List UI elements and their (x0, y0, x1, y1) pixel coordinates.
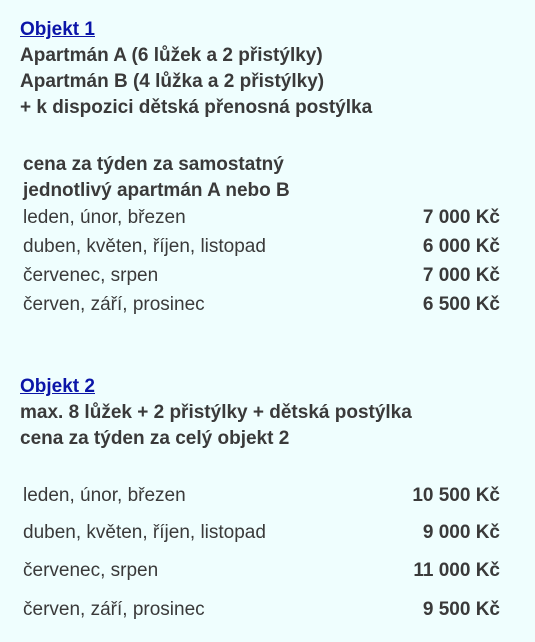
price-period: červen, září, prosinec (23, 599, 205, 620)
objekt-1-price-heading-line-2: jednotlivý apartmán A nebo B (23, 180, 290, 201)
objekt-1-price-row (23, 235, 500, 259)
objekt-1-price-row (23, 293, 500, 317)
objekt-2-price-row (23, 484, 500, 508)
price-period: duben, květen, říjen, listopad (23, 236, 266, 257)
price-value: 11 000 Kč (413, 560, 500, 581)
price-period: červen, září, prosinec (23, 294, 205, 315)
objekt-1-apartment-b: Apartmán B (4 lůžka a 2 přistýlky) (20, 71, 325, 92)
price-value: 9 500 Kč (422, 599, 500, 620)
objekt-2-price-row (23, 521, 500, 545)
objekt-1-apartment-a: Apartmán A (6 lůžek a 2 přistýlky) (20, 45, 323, 66)
objekt-1-link[interactable]: Objekt 1 (20, 19, 95, 40)
price-period: červenec, srpen (23, 265, 159, 286)
price-period: duben, květen, říjen, listopad (23, 522, 266, 543)
objekt-2-price-heading: cena za týden za celý objekt 2 (20, 428, 290, 449)
objekt-2-price-row (23, 559, 500, 583)
price-value: 9 000 Kč (422, 522, 500, 543)
objekt-2-link[interactable]: Objekt 2 (20, 376, 95, 397)
objekt-2-capacity: max. 8 lůžek + 2 přistýlky + dětská postýlka (20, 402, 412, 423)
objekt-1-price-row (23, 206, 500, 230)
price-period: červenec, srpen (23, 560, 159, 581)
objekt-2-price-row (23, 598, 500, 622)
price-period: leden, únor, březen (23, 485, 186, 506)
objekt-1-price-row (23, 264, 500, 288)
objekt-1-price-heading-line-1: cena za týden za samostatný (23, 154, 284, 175)
objekt-1-crib-note: + k dispozici dětská přenosná postýlka (20, 97, 373, 118)
price-value: 6 500 Kč (422, 294, 500, 315)
price-value: 10 500 Kč (412, 485, 500, 506)
price-value: 7 000 Kč (422, 207, 500, 228)
price-value: 6 000 Kč (422, 236, 500, 257)
price-period: leden, únor, březen (23, 207, 186, 228)
price-value: 7 000 Kč (422, 265, 500, 286)
